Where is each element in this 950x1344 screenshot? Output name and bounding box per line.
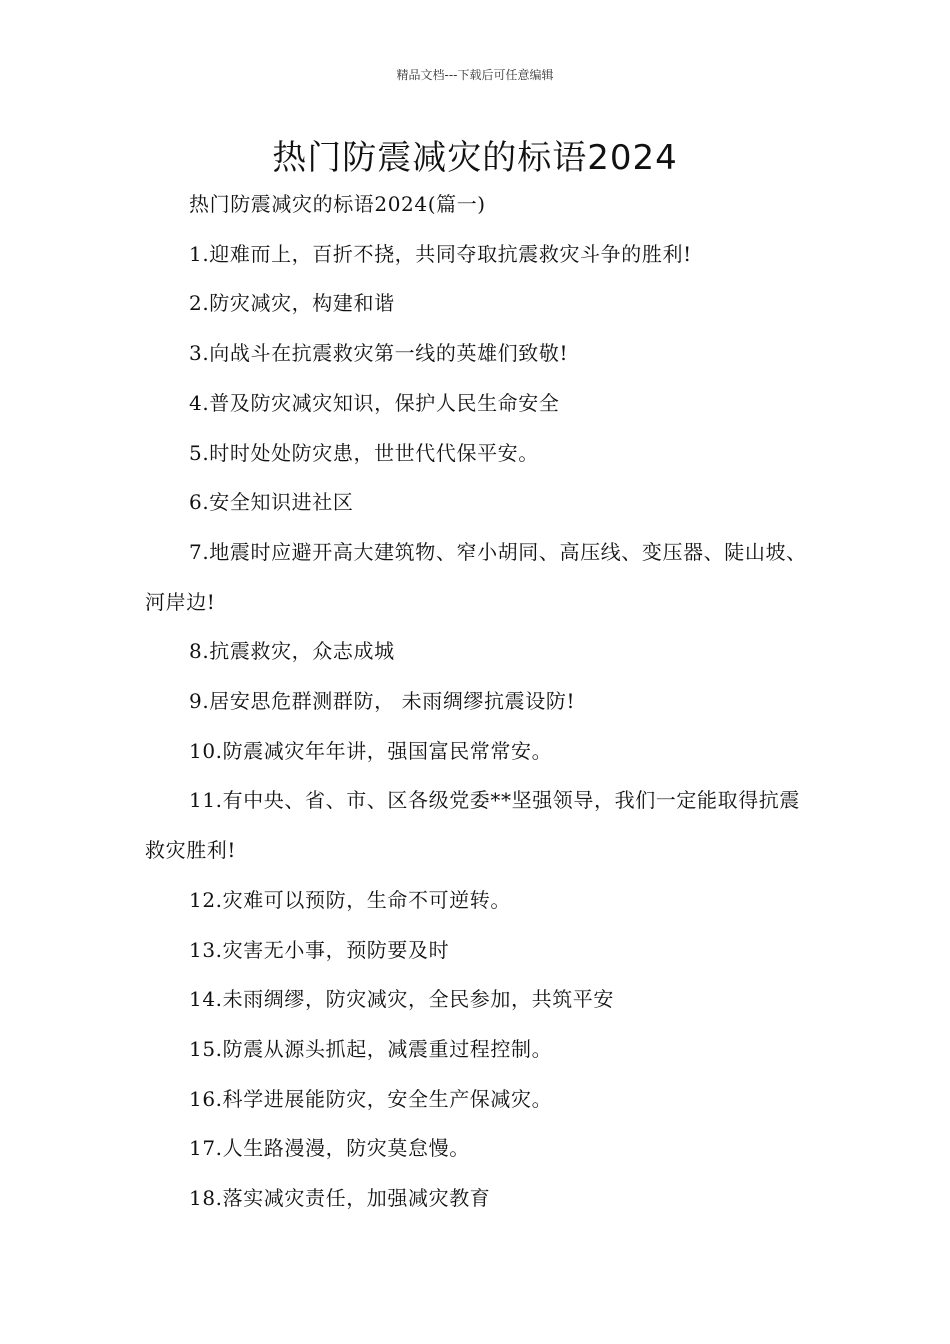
- header-note: 精品文档---下载后可任意编辑: [396, 68, 554, 82]
- list-item: 15.防震从源头抓起，减震重过程控制。: [189, 1036, 553, 1061]
- list-item: 14.未雨绸缪，防灾减灾，全民参加，共筑平安: [189, 987, 615, 1012]
- list-item: 12.灾难可以预防，生命不可逆转。: [189, 887, 512, 912]
- list-item: 9.居安思危群测群防， 未雨绸缪抗震设防!: [189, 689, 576, 714]
- list-item: 11.有中央、省、市、区各级党委**坚强领导，我们一定能取得抗震救灾胜利!: [145, 788, 801, 863]
- list-item: 6.安全知识进社区: [189, 490, 354, 515]
- list-item: 10.防震减灾年年讲，强国富民常常安。: [189, 738, 553, 763]
- list-item: 13.灾害无小事，预防要及时: [189, 937, 450, 962]
- list-item: 2.防灾减灾，构建和谐: [189, 291, 395, 316]
- list-item: 17.人生路漫漫，防灾莫怠慢。: [189, 1136, 470, 1161]
- list-item: 7.地震时应避开高大建筑物、窄小胡同、高压线、变压器、陡山坡、河岸边!: [145, 539, 807, 614]
- list-item: 5.时时处处防灾患，世世代代保平安。: [189, 440, 539, 465]
- list-item: 4.普及防灾减灾知识，保护人民生命安全: [189, 390, 560, 415]
- document-body: [145, 180, 810, 1224]
- section-heading: 热门防震减灾的标语2024(篇一): [189, 192, 486, 216]
- list-item: 3.向战斗在抗震救灾第一线的英雄们致敬!: [189, 341, 569, 366]
- page-title: 热门防震减灾的标语2024: [272, 138, 678, 178]
- list-item: 8.抗震救灾，众志成城: [189, 639, 395, 664]
- list-item: 18.落实减灾责任，加强减灾教育: [189, 1186, 491, 1211]
- list-item: 16.科学进展能防灾，安全生产保减灾。: [189, 1086, 553, 1111]
- list-item: 1.迎难而上，百折不挠，共同夺取抗震救灾斗争的胜利!: [189, 241, 692, 266]
